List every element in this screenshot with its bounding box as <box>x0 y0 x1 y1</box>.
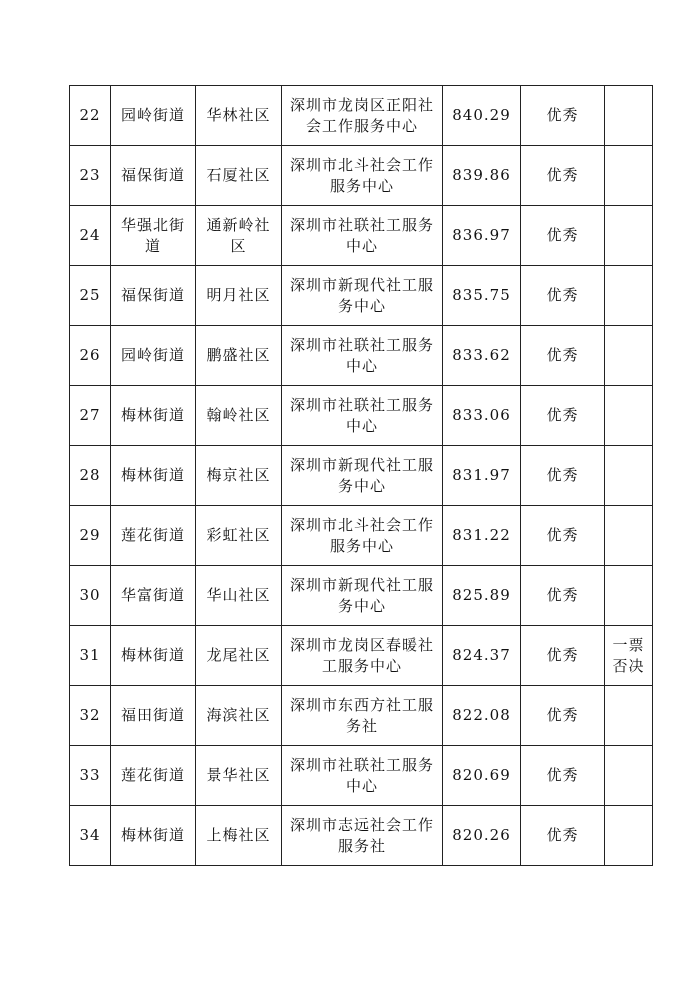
grade-cell: 优秀 <box>521 326 605 386</box>
community-cell: 上梅社区 <box>196 806 282 866</box>
remark-cell <box>605 86 653 146</box>
table-row <box>70 206 653 266</box>
score-cell: 836.97 <box>443 206 521 266</box>
street-cell: 福田街道 <box>111 686 196 746</box>
street-cell: 福保街道 <box>111 146 196 206</box>
table-row <box>70 266 653 326</box>
row-number-cell: 23 <box>70 146 111 206</box>
table-row <box>70 566 653 626</box>
street-cell: 莲花街道 <box>111 506 196 566</box>
grade-cell: 优秀 <box>521 746 605 806</box>
street-cell: 梅林街道 <box>111 806 196 866</box>
grade-cell: 优秀 <box>521 206 605 266</box>
row-number-cell: 27 <box>70 386 111 446</box>
street-cell: 福保街道 <box>111 266 196 326</box>
street-cell: 莲花街道 <box>111 746 196 806</box>
table-row <box>70 146 653 206</box>
remark-cell <box>605 266 653 326</box>
grade-cell: 优秀 <box>521 686 605 746</box>
organization-cell: 深圳市社联社工服务中心 <box>282 326 443 386</box>
score-cell: 840.29 <box>443 86 521 146</box>
street-cell: 梅林街道 <box>111 446 196 506</box>
row-number-cell: 34 <box>70 806 111 866</box>
table-row <box>70 86 653 146</box>
street-cell: 华强北街道 <box>111 206 196 266</box>
row-number-cell: 29 <box>70 506 111 566</box>
community-cell: 彩虹社区 <box>196 506 282 566</box>
remark-cell <box>605 326 653 386</box>
organization-cell: 深圳市北斗社会工作服务中心 <box>282 506 443 566</box>
row-number-cell: 26 <box>70 326 111 386</box>
score-cell: 820.26 <box>443 806 521 866</box>
remark-cell <box>605 746 653 806</box>
organization-cell: 深圳市社联社工服务中心 <box>282 386 443 446</box>
street-cell: 园岭街道 <box>111 86 196 146</box>
table-row <box>70 386 653 446</box>
grade-cell: 优秀 <box>521 146 605 206</box>
row-number-cell: 32 <box>70 686 111 746</box>
score-cell: 831.22 <box>443 506 521 566</box>
grade-cell: 优秀 <box>521 86 605 146</box>
table-row <box>70 446 653 506</box>
score-cell: 825.89 <box>443 566 521 626</box>
street-cell: 梅林街道 <box>111 626 196 686</box>
community-cell: 华林社区 <box>196 86 282 146</box>
community-cell: 鹏盛社区 <box>196 326 282 386</box>
results-table <box>69 85 653 866</box>
grade-cell: 优秀 <box>521 806 605 866</box>
row-number-cell: 22 <box>70 86 111 146</box>
row-number-cell: 25 <box>70 266 111 326</box>
community-cell: 石厦社区 <box>196 146 282 206</box>
grade-cell: 优秀 <box>521 266 605 326</box>
score-cell: 824.37 <box>443 626 521 686</box>
organization-cell: 深圳市北斗社会工作服务中心 <box>282 146 443 206</box>
organization-cell: 深圳市新现代社工服务中心 <box>282 446 443 506</box>
table-row <box>70 746 653 806</box>
row-number-cell: 30 <box>70 566 111 626</box>
score-cell: 822.08 <box>443 686 521 746</box>
table-row <box>70 506 653 566</box>
row-number-cell: 33 <box>70 746 111 806</box>
remark-cell <box>605 146 653 206</box>
remark-cell: 一票否决 <box>605 626 653 686</box>
community-cell: 龙尾社区 <box>196 626 282 686</box>
organization-cell: 深圳市社联社工服务中心 <box>282 746 443 806</box>
organization-cell: 深圳市社联社工服务中心 <box>282 206 443 266</box>
table-row <box>70 806 653 866</box>
organization-cell: 深圳市新现代社工服务中心 <box>282 266 443 326</box>
community-cell: 景华社区 <box>196 746 282 806</box>
table-row <box>70 626 653 686</box>
grade-cell: 优秀 <box>521 566 605 626</box>
grade-cell: 优秀 <box>521 506 605 566</box>
community-cell: 通新岭社区 <box>196 206 282 266</box>
remark-cell <box>605 806 653 866</box>
street-cell: 华富街道 <box>111 566 196 626</box>
organization-cell: 深圳市龙岗区正阳社会工作服务中心 <box>282 86 443 146</box>
organization-cell: 深圳市志远社会工作服务社 <box>282 806 443 866</box>
results-table-body <box>70 86 653 866</box>
community-cell: 翰岭社区 <box>196 386 282 446</box>
remark-cell <box>605 506 653 566</box>
row-number-cell: 24 <box>70 206 111 266</box>
score-cell: 820.69 <box>443 746 521 806</box>
table-row <box>70 326 653 386</box>
organization-cell: 深圳市龙岗区春暖社工服务中心 <box>282 626 443 686</box>
remark-cell <box>605 206 653 266</box>
score-cell: 839.86 <box>443 146 521 206</box>
community-cell: 明月社区 <box>196 266 282 326</box>
street-cell: 梅林街道 <box>111 386 196 446</box>
community-cell: 华山社区 <box>196 566 282 626</box>
community-cell: 海滨社区 <box>196 686 282 746</box>
grade-cell: 优秀 <box>521 446 605 506</box>
grade-cell: 优秀 <box>521 386 605 446</box>
row-number-cell: 28 <box>70 446 111 506</box>
remark-cell <box>605 566 653 626</box>
organization-cell: 深圳市新现代社工服务中心 <box>282 566 443 626</box>
organization-cell: 深圳市东西方社工服务社 <box>282 686 443 746</box>
remark-cell <box>605 686 653 746</box>
table-row <box>70 686 653 746</box>
grade-cell: 优秀 <box>521 626 605 686</box>
score-cell: 833.06 <box>443 386 521 446</box>
score-cell: 831.97 <box>443 446 521 506</box>
street-cell: 园岭街道 <box>111 326 196 386</box>
row-number-cell: 31 <box>70 626 111 686</box>
remark-cell <box>605 386 653 446</box>
score-cell: 835.75 <box>443 266 521 326</box>
remark-cell <box>605 446 653 506</box>
score-cell: 833.62 <box>443 326 521 386</box>
community-cell: 梅京社区 <box>196 446 282 506</box>
